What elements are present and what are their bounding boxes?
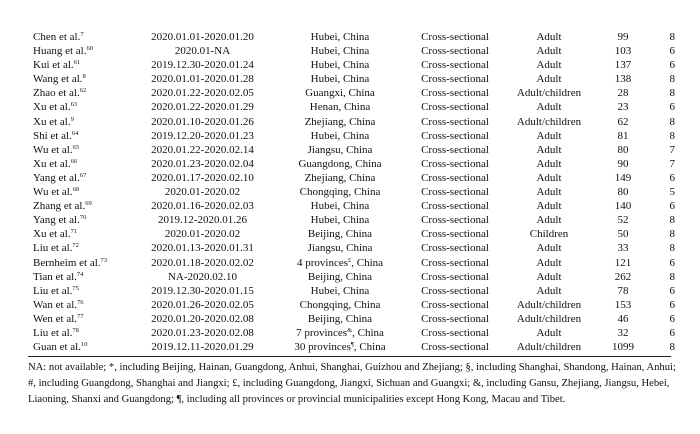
quality-score-cell: 6 xyxy=(669,284,675,297)
reference-number: 8 xyxy=(82,73,86,81)
study-design-cell: Cross-sectional xyxy=(421,256,489,269)
author-name: Wen et al. xyxy=(33,312,78,325)
location-footnote-mark: ¶ xyxy=(350,341,354,349)
location-text: Hubei, China xyxy=(310,214,370,227)
study-design-cell: Cross-sectional xyxy=(421,312,489,325)
study-period-cell: NA-2020.02.10 xyxy=(167,270,238,283)
author-name: Bernheim et al. xyxy=(33,256,101,269)
quality-score-cell: 6 xyxy=(669,171,675,184)
table-row xyxy=(28,256,681,270)
sample-size-cell: 62 xyxy=(617,115,629,128)
author-cell xyxy=(28,30,130,44)
population-cell: Adult xyxy=(536,171,562,184)
reference-number: 74 xyxy=(76,270,84,278)
quality-score-cell: 5 xyxy=(669,186,675,199)
location-cell xyxy=(275,44,405,58)
table-row xyxy=(28,284,681,298)
table-row xyxy=(28,185,681,199)
author-name: Chen et al. xyxy=(33,31,81,43)
population-cell: Adult xyxy=(536,256,562,269)
sample-size-cell: 80 xyxy=(617,186,629,199)
table-row xyxy=(28,44,681,58)
location-suffix: , China xyxy=(352,326,384,339)
study-period-cell: 2019.12-2020.01.26 xyxy=(158,214,247,227)
location-text: Chongqing, China xyxy=(299,298,381,311)
location-cell xyxy=(275,185,405,199)
table-row xyxy=(28,115,681,129)
author-name: Xu et al. xyxy=(33,101,71,114)
reference-number: 66 xyxy=(70,157,78,165)
table-row xyxy=(28,157,681,171)
table-row xyxy=(28,340,681,354)
reference-number: 62 xyxy=(79,87,87,95)
location-footnote-mark: & xyxy=(347,326,353,334)
study-period-cell: 2020.01.01-2020.01.28 xyxy=(151,73,254,86)
author-cell xyxy=(28,298,130,312)
author-name: Xu et al. xyxy=(33,157,71,170)
author-name: Zhao et al. xyxy=(33,87,80,100)
table-row xyxy=(28,298,681,312)
sample-size-cell: 149 xyxy=(614,171,632,184)
reference-number: 61 xyxy=(73,59,81,67)
reference-number: 10 xyxy=(80,341,88,349)
table-row xyxy=(28,100,681,114)
sample-size-cell: 153 xyxy=(614,298,632,311)
reference-number: 68 xyxy=(72,186,80,194)
study-period-cell: 2020.01-2020.02 xyxy=(164,228,241,241)
author-cell xyxy=(28,129,130,143)
study-design-cell: Cross-sectional xyxy=(421,326,489,339)
location-text: Beijing, China xyxy=(307,228,373,241)
study-period-cell: 2020.01.26-2020.02.05 xyxy=(151,298,254,311)
study-design-cell: Cross-sectional xyxy=(421,200,489,213)
reference-number: 75 xyxy=(72,284,79,292)
author-name: Xu et al. xyxy=(33,228,71,241)
author-name: Xu et al. xyxy=(33,115,71,128)
location-text: Hubei, China xyxy=(310,284,370,297)
study-design-cell: Cross-sectional xyxy=(421,341,489,354)
sample-size-cell: 137 xyxy=(614,59,632,72)
author-name: Guan et al. xyxy=(33,341,81,354)
population-cell: Adult xyxy=(536,270,562,283)
quality-score-cell: 8 xyxy=(669,214,675,227)
population-cell: Adult/children xyxy=(516,115,582,128)
author-cell xyxy=(28,171,130,185)
location-cell xyxy=(275,284,405,298)
sample-size-cell: 99 xyxy=(617,31,629,43)
quality-score-cell: 8 xyxy=(669,242,675,255)
author-cell xyxy=(28,312,130,326)
table-row xyxy=(28,270,681,284)
location-cell xyxy=(275,227,405,241)
quality-score-cell: 6 xyxy=(669,298,675,311)
sample-size-cell: 46 xyxy=(617,312,629,325)
study-design-cell: Cross-sectional xyxy=(421,73,489,86)
author-cell xyxy=(28,270,130,284)
location-text: Hubei, China xyxy=(310,45,370,58)
location-text: Hubei, China xyxy=(310,31,370,43)
location-text: 30 provinces xyxy=(294,341,351,354)
quality-score-cell: 6 xyxy=(669,101,675,114)
population-cell: Adult xyxy=(536,326,562,339)
studies-table xyxy=(28,30,681,354)
study-period-cell: 2020.01.13-2020.01.31 xyxy=(151,242,254,255)
study-design-cell: Cross-sectional xyxy=(421,270,489,283)
location-text: Zhejiang, China xyxy=(304,115,376,128)
population-cell: Adult xyxy=(536,45,562,58)
author-name: Kui et al. xyxy=(33,59,74,72)
location-cell xyxy=(275,86,405,100)
reference-number: 63 xyxy=(70,101,78,109)
study-design-cell: Cross-sectional xyxy=(421,101,489,114)
reference-number: 73 xyxy=(100,256,108,264)
location-text: Beijing, China xyxy=(307,270,373,283)
studies-table-body xyxy=(28,30,681,354)
location-suffix: , China xyxy=(353,341,386,354)
population-cell: Adult/children xyxy=(516,312,582,325)
population-cell: Adult xyxy=(536,143,562,156)
location-cell xyxy=(275,143,405,157)
reference-number: 78 xyxy=(72,326,79,334)
study-design-cell: Cross-sectional xyxy=(421,186,489,199)
population-cell: Adult xyxy=(536,31,562,43)
location-footnote-mark: £ xyxy=(347,256,352,264)
author-name: Yang et al. xyxy=(33,214,80,227)
population-cell: Adult xyxy=(536,129,562,142)
sample-size-cell: 52 xyxy=(617,214,629,227)
study-period-cell: 2020.01.23-2020.02.08 xyxy=(151,326,254,339)
author-name: Liu et al. xyxy=(33,242,73,255)
quality-score-cell: 8 xyxy=(669,129,675,142)
location-text: Hubei, China xyxy=(310,129,370,142)
population-cell: Adult/children xyxy=(516,298,582,311)
location-cell xyxy=(275,270,405,284)
sample-size-cell: 32 xyxy=(617,326,629,339)
reference-number: 60 xyxy=(86,45,93,53)
reference-number: 65 xyxy=(72,143,80,151)
location-text: Jiangsu, China xyxy=(307,242,373,255)
population-cell: Adult xyxy=(536,284,562,297)
author-name: Shi et al. xyxy=(33,129,72,142)
population-cell: Adult/children xyxy=(516,87,582,100)
study-period-cell: 2020.01.20-2020.02.08 xyxy=(151,312,254,325)
author-cell xyxy=(28,157,130,171)
study-period-cell: 2020.01-NA xyxy=(174,45,231,58)
location-cell xyxy=(275,115,405,129)
population-cell: Children xyxy=(529,228,569,241)
author-cell xyxy=(28,284,130,298)
author-cell xyxy=(28,256,130,270)
location-cell xyxy=(275,100,405,114)
reference-number: 77 xyxy=(77,312,84,320)
location-text: 7 provinces xyxy=(296,326,348,339)
study-design-cell: Cross-sectional xyxy=(421,115,489,128)
sample-size-cell: 81 xyxy=(617,129,629,142)
location-cell xyxy=(275,72,405,86)
quality-score-cell: 6 xyxy=(669,256,675,269)
study-design-cell: Cross-sectional xyxy=(421,45,489,58)
location-cell xyxy=(275,241,405,255)
study-design-cell: Cross-sectional xyxy=(421,157,489,170)
location-text: 4 provinces xyxy=(296,256,348,269)
author-name: Zhang et al. xyxy=(33,200,86,213)
table-row xyxy=(28,171,681,185)
study-period-cell: 2020.01.16-2020.02.03 xyxy=(151,200,254,213)
sample-size-cell: 90 xyxy=(617,157,629,170)
quality-score-cell: 6 xyxy=(669,59,675,72)
population-cell: Adult xyxy=(536,200,562,213)
population-cell: Adult xyxy=(536,101,562,114)
sample-size-cell: 103 xyxy=(614,45,632,58)
location-text: Chongqing, China xyxy=(299,186,381,199)
location-cell xyxy=(275,298,405,312)
study-design-cell: Cross-sectional xyxy=(421,87,489,100)
location-cell xyxy=(275,256,405,270)
author-cell xyxy=(28,100,130,114)
author-cell xyxy=(28,143,130,157)
table-row xyxy=(28,241,681,255)
location-cell xyxy=(275,326,405,340)
author-name: Tian et al. xyxy=(33,270,77,283)
author-name: Liu et al. xyxy=(33,326,73,339)
table-row xyxy=(28,326,681,340)
author-cell xyxy=(28,326,130,340)
author-name: Wan et al. xyxy=(33,298,78,311)
quality-score-cell: 7 xyxy=(669,157,675,170)
study-period-cell: 2020.01.01-2020.01.20 xyxy=(151,31,254,43)
location-cell xyxy=(275,129,405,143)
quality-score-cell: 8 xyxy=(669,228,675,241)
study-period-cell: 2020.01.18-2020.02.02 xyxy=(151,256,254,269)
location-cell xyxy=(275,157,405,171)
study-design-cell: Cross-sectional xyxy=(421,171,489,184)
location-cell xyxy=(275,213,405,227)
author-cell xyxy=(28,72,130,86)
table-row xyxy=(28,30,681,44)
location-cell xyxy=(275,30,405,44)
study-period-cell: 2020.01.17-2020.02.10 xyxy=(151,171,254,184)
population-cell: Adult xyxy=(536,157,562,170)
study-period-cell: 2020.01.22-2020.02.05 xyxy=(151,87,254,100)
sample-size-cell: 80 xyxy=(617,143,629,156)
location-text: Zhejiang, China xyxy=(304,171,376,184)
location-cell xyxy=(275,340,405,354)
table-row xyxy=(28,213,681,227)
author-cell xyxy=(28,185,130,199)
table-row xyxy=(28,227,681,241)
table-row xyxy=(28,72,681,86)
author-cell xyxy=(28,340,130,354)
study-design-cell: Cross-sectional xyxy=(421,228,489,241)
table-row xyxy=(28,58,681,72)
sample-size-cell: 28 xyxy=(617,87,629,100)
reference-number: 72 xyxy=(72,242,79,250)
table-row xyxy=(28,143,681,157)
quality-score-cell: 8 xyxy=(669,87,675,100)
author-cell xyxy=(28,115,130,129)
quality-score-cell: 6 xyxy=(669,312,675,325)
table-row xyxy=(28,312,681,326)
reference-number: 69 xyxy=(85,200,92,208)
study-design-cell: Cross-sectional xyxy=(421,214,489,227)
population-cell: Adult xyxy=(536,73,562,86)
sample-size-cell: 262 xyxy=(614,270,632,283)
location-cell xyxy=(275,58,405,72)
location-text: Jiangsu, China xyxy=(307,143,373,156)
reference-number: 67 xyxy=(79,171,87,179)
location-text: Guangxi, China xyxy=(305,87,375,100)
sample-size-cell: 33 xyxy=(617,242,629,255)
study-period-cell: 2019.12.30-2020.01.24 xyxy=(151,59,254,72)
author-name: Wu et al. xyxy=(33,186,73,199)
author-cell xyxy=(28,86,130,100)
study-period-cell: 2019.12.20-2020.01.23 xyxy=(151,129,254,142)
location-text: Hubei, China xyxy=(310,73,370,86)
study-period-cell: 2020.01.10-2020.01.26 xyxy=(151,115,254,128)
quality-score-cell: 6 xyxy=(669,200,675,213)
sample-size-cell: 23 xyxy=(617,101,629,114)
table-bottom-rule xyxy=(28,356,671,357)
table-footnote: NA: not available; *, including Beijing, Hainan, Guangdong, Anhui, Shanghai, Guizhou and Zhejiang; §, including Shanghai, Shandong, Hainan, Anhui; #, including Guangdong, Shanghai and Jiangxi; £, including Guangdong, Jiangxi, Sichuan and Guangxi; &, including Gansu, Zhejiang, Jiangsu, Hebei, Liaoning, Shanxi and Guangdong; ¶, including all provinces or provincial municipalities except Hong Kong, Macau and Tibet. xyxy=(28,362,676,405)
quality-score-cell: 8 xyxy=(669,115,675,128)
reference-number: 71 xyxy=(70,228,78,236)
author-name: Liu et al. xyxy=(33,284,73,297)
study-design-cell: Cross-sectional xyxy=(421,129,489,142)
sample-size-cell: 140 xyxy=(614,200,632,213)
author-name: Wang et al. xyxy=(33,73,83,86)
study-design-cell: Cross-sectional xyxy=(421,31,489,43)
reference-number: 9 xyxy=(70,115,74,123)
study-design-cell: Cross-sectional xyxy=(421,298,489,311)
study-design-cell: Cross-sectional xyxy=(421,143,489,156)
author-cell xyxy=(28,241,130,255)
population-cell: Adult xyxy=(536,214,562,227)
location-text: Henan, China xyxy=(309,101,371,114)
study-design-cell: Cross-sectional xyxy=(421,242,489,255)
quality-score-cell: 8 xyxy=(669,270,675,283)
reference-number: 7 xyxy=(80,31,84,38)
quality-score-cell: 6 xyxy=(669,326,675,339)
population-cell: Adult/children xyxy=(516,341,582,354)
author-cell xyxy=(28,199,130,213)
table-row xyxy=(28,199,681,213)
quality-score-cell: 6 xyxy=(669,45,675,58)
reference-number: 70 xyxy=(79,214,87,222)
study-period-cell: 2020.01-2020.02 xyxy=(164,186,241,199)
quality-score-cell: 7 xyxy=(669,143,675,156)
population-cell: Adult xyxy=(536,186,562,199)
location-text: Beijing, China xyxy=(307,312,373,325)
location-cell xyxy=(275,312,405,326)
study-period-cell: 2020.01.22-2020.02.14 xyxy=(151,143,254,156)
study-period-cell: 2019.12.30-2020.01.15 xyxy=(151,284,254,297)
author-name: Wu et al. xyxy=(33,143,73,156)
study-design-cell: Cross-sectional xyxy=(421,284,489,297)
sample-size-cell: 1099 xyxy=(612,341,634,354)
study-period-cell: 2019.12.11-2020.01.29 xyxy=(151,341,254,354)
study-design-cell: Cross-sectional xyxy=(421,59,489,72)
study-period-cell: 2020.01.22-2020.01.29 xyxy=(151,101,254,114)
author-cell xyxy=(28,227,130,241)
table-row xyxy=(28,86,681,100)
quality-score-cell: 8 xyxy=(669,31,675,43)
location-text: Guangdong, China xyxy=(298,157,382,170)
sample-size-cell: 121 xyxy=(614,256,632,269)
author-name: Yang et al. xyxy=(33,171,80,184)
location-cell xyxy=(275,199,405,213)
author-cell xyxy=(28,44,130,58)
location-text: Hubei, China xyxy=(310,59,370,72)
population-cell: Adult xyxy=(536,59,562,72)
quality-score-cell: 8 xyxy=(669,73,675,86)
location-suffix: , China xyxy=(351,256,384,269)
sample-size-cell: 138 xyxy=(614,73,632,86)
location-cell xyxy=(275,171,405,185)
author-cell xyxy=(28,58,130,72)
population-cell: Adult xyxy=(536,242,562,255)
table-row xyxy=(28,129,681,143)
sample-size-cell: 50 xyxy=(617,228,629,241)
author-cell xyxy=(28,213,130,227)
author-name: Huang et al. xyxy=(33,45,87,58)
reference-number: 76 xyxy=(77,298,84,306)
location-text: Hubei, China xyxy=(310,200,370,213)
reference-number: 64 xyxy=(71,129,79,137)
quality-score-cell: 8 xyxy=(669,341,675,354)
study-period-cell: 2020.01.23-2020.02.04 xyxy=(151,157,254,170)
sample-size-cell: 78 xyxy=(617,284,629,297)
